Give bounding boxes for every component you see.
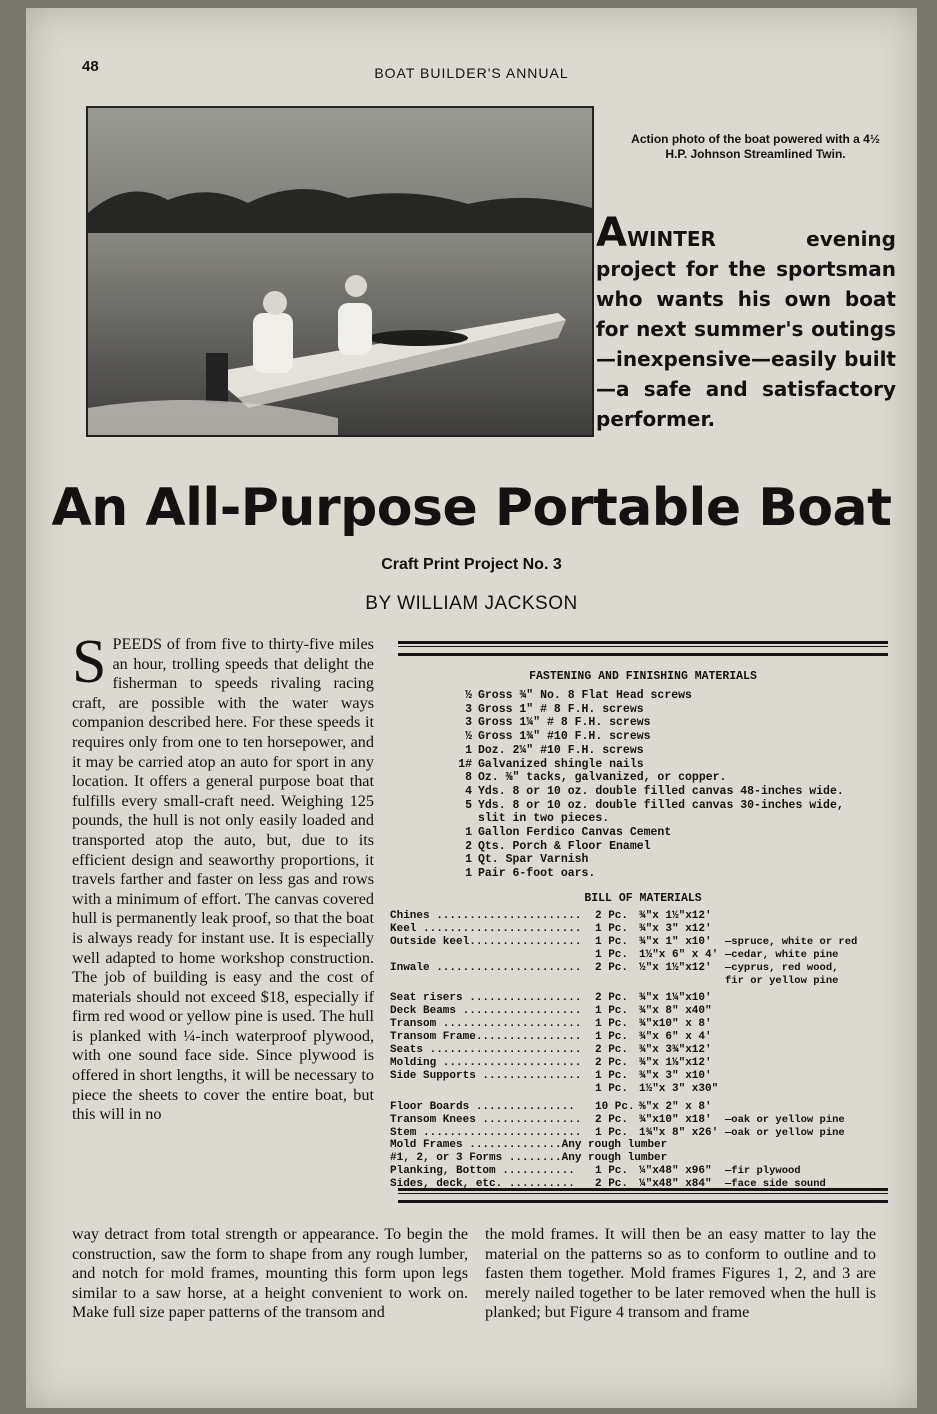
bill-row [390, 1005, 895, 1018]
fastening-item [446, 703, 896, 717]
bill-note: —oak or yellow pine [725, 1126, 845, 1139]
bill-note: fir or yellow pine [725, 974, 839, 987]
fastening-text: Gross ¾" No. 8 Flat Head screws [478, 689, 692, 702]
intro-dropcap: A [596, 210, 627, 256]
fastening-qty: 1# [458, 757, 472, 771]
bill-row [390, 1083, 895, 1096]
bill-qty: 2 Pc. [595, 1113, 629, 1126]
page-number: 48 [82, 58, 99, 75]
bill-item: Keel ........................ [390, 922, 582, 935]
bill-qty: 2 Pc. [595, 910, 629, 922]
photo-caption: Action photo of the boat powered with a 4½ H.P. Johnson Streamlined Twin. [631, 132, 880, 161]
fastening-qty: 5 [465, 798, 472, 812]
bill-item: Outside keel................. [390, 935, 582, 948]
bill-dim: ¼"x48" x84" [639, 1178, 712, 1191]
bill-item [390, 1083, 595, 1096]
bill-qty: 1 Pc. [595, 922, 629, 935]
bill-dim: ¾"x 3" x12' [639, 922, 712, 935]
bill-item: Floor Boards ............... [390, 1100, 575, 1113]
bill-item: Chines ...................... [390, 910, 582, 922]
bill-item: Mold Frames ..............Any rough lumber [390, 1139, 668, 1152]
bill-note [725, 1005, 895, 1018]
bill-qty: 2 Pc. [595, 1056, 629, 1069]
bill-note [725, 1044, 895, 1057]
boat-photo-image [88, 108, 592, 435]
bill-row [390, 1152, 895, 1165]
fastening-text: Gallon Ferdico Canvas Cement [478, 826, 672, 840]
bill-row [390, 1127, 895, 1140]
bill-dim: ¾"x 6" x 4' [639, 1031, 712, 1044]
bill-item: Stem ........................ [390, 1126, 582, 1139]
bill-dim: 1½"x 6" x 4' [639, 948, 719, 961]
boat-action-photo [86, 106, 594, 437]
fastening-qty: ½ [465, 730, 472, 744]
bill-row [390, 949, 895, 962]
bill-note: —cedar, white pine [725, 948, 839, 961]
bill-qty: 1 Pc. [595, 935, 629, 948]
bill-dim: ¾"x 1" x10' [639, 935, 712, 948]
bill-qty: 1 Pc. [595, 1165, 629, 1178]
bill-note: —face side sound [725, 1178, 826, 1191]
bill-item: Deck Beams .................. [390, 1005, 582, 1018]
bill-dim [711, 1139, 797, 1152]
article-column-bottom-right: the mold frames. It will then be an easy matter to lay the material on the patterns so as to conform to outline and to fasten them together. Mold frames Figures 1, 2, and 3 are merely nailed together to be later removed when the hull is planked; but Figure 4 transom and frame [485, 1225, 876, 1322]
fastening-text: Oz. ⅜" tacks, galvanized, or copper. [478, 771, 727, 785]
fastening-text: Pair 6-foot oars. [478, 867, 596, 881]
bill-item [390, 975, 595, 988]
fastening-item [446, 799, 896, 813]
fastening-qty: 8 [465, 771, 472, 785]
bill-row [390, 910, 895, 923]
article-subtitle: Craft Print Project No. 3 [381, 556, 562, 573]
bill-qty: 2 Pc. [595, 992, 629, 1005]
article-dropcap: S [72, 628, 107, 696]
bill-item: Molding ..................... [390, 1056, 582, 1069]
bill-note [725, 910, 895, 923]
bill-qty: 2 Pc. [595, 1178, 629, 1191]
bill-dim: ¾"x 1½"x12' [639, 910, 712, 922]
bill-note: —fir plywood [725, 1165, 801, 1178]
fastening-text: Qts. Porch & Floor Enamel [478, 839, 651, 853]
fastening-qty: 3 [465, 702, 472, 716]
fastening-qty: 1 [465, 867, 472, 881]
bill-qty: 1 Pc. [595, 1082, 629, 1095]
fastening-text: Galvanized shingle nails [478, 757, 644, 771]
fastening-item [446, 730, 896, 744]
fastening-item [446, 744, 896, 758]
bill-item: #1, 2, or 3 Forms ........Any rough lumber [390, 1152, 668, 1165]
bill-item: Transom ..................... [390, 1018, 582, 1031]
bill-note: —spruce, white or red [725, 935, 858, 948]
bill-dim: 1½"x 3" x30" [639, 1082, 719, 1095]
bill-dim: ⅜"x 2" x 8' [639, 1100, 712, 1113]
fastening-title: FASTENING AND FINISHING MATERIALS [529, 670, 757, 683]
fastening-item [446, 853, 896, 867]
bill-qty: 1 Pc. [595, 1005, 629, 1018]
fastening-text: Gross 1¾" #10 F.H. screws [478, 730, 651, 744]
bill-dim: ¾"x10" x 8' [639, 1018, 712, 1031]
fastening-text: Qt. Spar Varnish [478, 853, 589, 867]
bill-dim: ¾"x 3" x10' [639, 1069, 712, 1082]
bill-row [390, 1114, 895, 1127]
bill-note: —oak or yellow pine [725, 1113, 845, 1126]
bill-row [390, 1018, 895, 1031]
bill-note [725, 923, 895, 936]
bill-row [390, 1031, 895, 1044]
bill-item: Planking, Bottom ........... [390, 1165, 575, 1178]
bill-note [725, 1018, 895, 1031]
top-double-rule [398, 641, 888, 656]
bill-qty: 1 Pc. [595, 948, 629, 961]
bill-item: Transom Knees ............... [390, 1113, 582, 1126]
fastening-qty: ½ [465, 689, 472, 702]
bill-dim: ¾"x 1¼"x10' [639, 992, 712, 1005]
fastening-qty: 1 [465, 826, 472, 840]
fastening-item [446, 812, 896, 826]
bill-item [390, 949, 595, 962]
bill-note [725, 1031, 895, 1044]
fastening-item [446, 771, 896, 785]
bill-note [725, 992, 895, 1005]
bill-item: Sides, deck, etc. .......... [390, 1178, 575, 1191]
bill-row [390, 1057, 895, 1070]
fastening-qty: 3 [465, 716, 472, 730]
bill-dim: ¾"x 1⅛"x12' [639, 1056, 712, 1069]
bill-row [390, 1165, 895, 1178]
article-column-bottom-left: way detract from total strength or appearance. To begin the construction, saw the form to shape from any rough lumber, and notch for mold frames, mounting this form upon legs similar to a saw horse, at a height convenient to work on. Make full size paper patterns of the transom and [72, 1225, 468, 1322]
bill-row [390, 936, 895, 949]
fastening-list [446, 689, 896, 881]
bill-item: Side Supports ............... [390, 1069, 582, 1082]
running-title: BOAT BUILDER'S ANNUAL [374, 65, 569, 81]
fastening-text: Yds. 8 or 10 oz. double filled canvas 30-inches wide, [478, 798, 844, 812]
bill-item: Seats ....................... [390, 1044, 582, 1057]
bill-qty [667, 1139, 711, 1152]
fastening-qty: 4 [465, 784, 472, 798]
bill-item: Seat risers ................. [390, 992, 582, 1005]
fastening-text: Yds. 8 or 10 oz. double filled canvas 48-inches wide. [478, 784, 844, 798]
bill-qty: 1 Pc. [595, 1018, 629, 1031]
bill-item: Inwale ...................... [390, 961, 582, 974]
bill-qty: 1 Pc. [595, 1031, 629, 1044]
bill-title: BILL OF MATERIALS [584, 892, 702, 905]
bill-qty: 1 Pc. [595, 1069, 629, 1082]
bill-dim [711, 1152, 797, 1165]
bill-row [390, 975, 895, 988]
bill-qty [667, 1152, 711, 1165]
fastening-text: Gross 1¼" # 8 F.H. screws [478, 716, 651, 730]
article-column-1 [72, 628, 374, 1125]
bill-dim: ¾"x10" x18' [639, 1113, 712, 1126]
bill-qty [595, 975, 639, 988]
bill-row [390, 1101, 895, 1114]
bill-note [725, 1057, 895, 1070]
bill-dim: 1¾"x 8" x26' [639, 1126, 719, 1139]
bill-dim: ¾"x 3¾"x12' [639, 1044, 712, 1057]
intro-blurb [596, 210, 896, 434]
bill-dim: ¾"x 8" x40" [639, 1005, 712, 1018]
fastening-qty: 1 [465, 743, 472, 757]
article-col1-text: PEEDS of from five to thirty-five miles an hour, trolling speeds that delight the fisherman to speeds rivaling racing craft, are possible with the water ways companion described here. For these speeds it requires only from one to ten horsepower, and it may be carried atop an auto for sport in any location. It offers a general purpose boat that fulfills every small-craft need. Weighing 125 pounds, the hull is not only easily loaded and transported atop the auto, but, due to its efficient design and seaworthy proportions, it travels farther and faster on less gas and rows with a minimum of effort. The canvas covered hull is permanently leak proof, so that the boat is always ready for instant use. It is especially well adapted to home workshop construction. The job of building is easy and the cost of materials should not exceed $18, especially if firm red wood or yellow pine is used. The hull is planked with ¼-inch waterproof plywood, with one sound face side. Since plywood is offered in short lengths, it will be necessary to piece the sheets to cover the entire boat, but this will in no [72, 635, 374, 1124]
fastening-item [446, 840, 896, 854]
fastening-item [446, 867, 896, 881]
article-title: An All-Purpose Portable Boat [51, 478, 892, 538]
bill-item: Transom Frame................ [390, 1031, 582, 1044]
magazine-page [26, 8, 917, 1408]
fastening-qty: 1 [465, 853, 472, 867]
bill-note [797, 1152, 895, 1165]
bill-row [390, 1044, 895, 1057]
bill-dim [639, 975, 725, 988]
bill-note: —cyprus, red wood, [725, 961, 839, 974]
fastening-item [446, 689, 896, 703]
bill-dim: ½"x 1½"x12' [639, 961, 712, 974]
fastening-item [446, 758, 896, 772]
fastening-text: slit in two pieces. [478, 812, 610, 826]
fastening-qty: 2 [465, 839, 472, 853]
fastening-item [446, 826, 896, 840]
bill-qty: 1 Pc. [595, 1126, 629, 1139]
fastening-item [446, 716, 896, 730]
fastening-text: Doz. 2¼" #10 F.H. screws [478, 743, 644, 757]
bottom-double-rule [398, 1188, 888, 1203]
bill-of-materials-table [390, 910, 895, 1191]
bill-row [390, 992, 895, 1005]
bill-row [390, 1139, 895, 1152]
bill-row [390, 923, 895, 936]
intro-text: WINTER evening project for the sportsman who wants his own boat for next summer's outings—inexpensive—easily built—a safe and satisfactory performer. [596, 227, 896, 431]
bill-note [725, 1070, 895, 1083]
bill-qty: 2 Pc. [595, 1044, 629, 1057]
bill-dim: ¼"x48" x96" [639, 1165, 712, 1178]
bill-row [390, 962, 895, 975]
bill-row [390, 1070, 895, 1083]
fastening-item [446, 785, 896, 799]
bill-note [725, 1083, 895, 1096]
fastening-text: Gross 1" # 8 F.H. screws [478, 702, 644, 716]
bill-qty: 10 Pc. [595, 1100, 635, 1113]
bill-qty: 2 Pc. [595, 961, 629, 974]
bill-note [725, 1101, 895, 1114]
article-byline: BY WILLIAM JACKSON [365, 593, 578, 614]
bill-note [797, 1139, 895, 1152]
